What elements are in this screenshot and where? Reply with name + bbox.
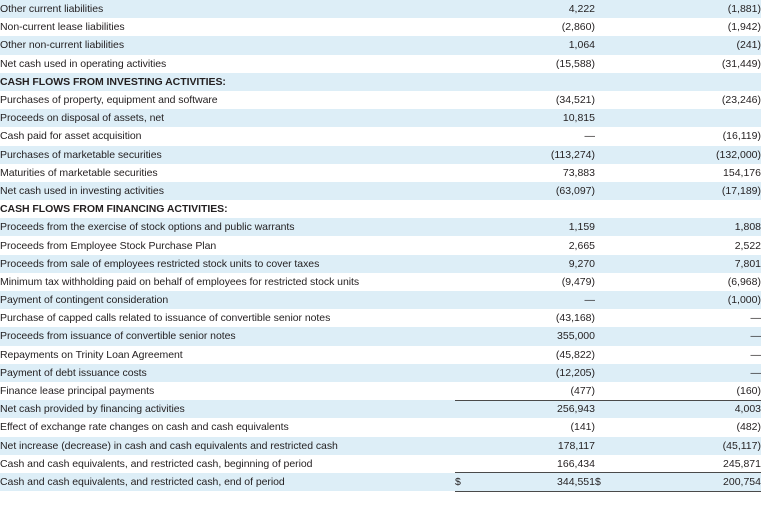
table-row xyxy=(0,455,761,473)
row-label: Purchases of marketable securities xyxy=(0,146,455,164)
row-value-col2: (1,942) xyxy=(613,18,761,36)
row-label: Purchases of property, equipment and software xyxy=(0,91,455,109)
currency-symbol-col2 xyxy=(595,109,613,127)
row-label: Finance lease principal payments xyxy=(0,382,455,400)
currency-symbol-col2 xyxy=(595,0,613,18)
row-label: Net cash used in operating activities xyxy=(0,55,455,73)
table-row xyxy=(0,200,761,218)
currency-symbol-col1 xyxy=(455,182,473,200)
currency-symbol-col2 xyxy=(595,200,613,218)
row-label: Cash and cash equivalents, and restricted cash, beginning of period xyxy=(0,455,455,473)
row-value-col2: (1,881) xyxy=(613,0,761,18)
currency-symbol-col1 xyxy=(455,127,473,145)
row-value-col2: (160) xyxy=(613,382,761,400)
currency-symbol-col1: $ xyxy=(455,473,473,491)
currency-symbol-col2 xyxy=(595,36,613,54)
row-value-col1: (477) xyxy=(473,382,595,400)
table-row xyxy=(0,418,761,436)
row-label: Cash paid for asset acquisition xyxy=(0,127,455,145)
currency-symbol-col2 xyxy=(595,18,613,36)
table-row xyxy=(0,291,761,309)
currency-symbol-col1 xyxy=(455,164,473,182)
row-value-col1: (113,274) xyxy=(473,146,595,164)
row-value-col2: 2,522 xyxy=(613,236,761,254)
row-value-col2: 200,754 xyxy=(613,473,761,491)
row-value-col1: (9,479) xyxy=(473,273,595,291)
row-value-col1: 9,270 xyxy=(473,255,595,273)
currency-symbol-col2 xyxy=(595,55,613,73)
currency-symbol-col1 xyxy=(455,400,473,418)
currency-symbol-col1 xyxy=(455,146,473,164)
row-value-col2: (6,968) xyxy=(613,273,761,291)
currency-symbol-col2 xyxy=(595,218,613,236)
row-value-col2: (132,000) xyxy=(613,146,761,164)
currency-symbol-col2 xyxy=(595,346,613,364)
table-row xyxy=(0,146,761,164)
currency-symbol-col2 xyxy=(595,291,613,309)
row-value-col2: 4,003 xyxy=(613,400,761,418)
row-value-col1: (45,822) xyxy=(473,346,595,364)
currency-symbol-col1 xyxy=(455,455,473,473)
table-row xyxy=(0,218,761,236)
table-row xyxy=(0,73,761,91)
row-value-col2: (241) xyxy=(613,36,761,54)
row-label: Proceeds from Employee Stock Purchase Plan xyxy=(0,236,455,254)
currency-symbol-col1 xyxy=(455,291,473,309)
currency-symbol-col1 xyxy=(455,218,473,236)
currency-symbol-col2 xyxy=(595,255,613,273)
row-value-col1: 355,000 xyxy=(473,327,595,345)
currency-symbol-col1 xyxy=(455,236,473,254)
row-value-col1: 344,551 xyxy=(473,473,595,491)
section-heading: CASH FLOWS FROM INVESTING ACTIVITIES: xyxy=(0,73,455,91)
row-label: Other current liabilities xyxy=(0,0,455,18)
row-label: Maturities of marketable securities xyxy=(0,164,455,182)
row-label: Proceeds from the exercise of stock options and public warrants xyxy=(0,218,455,236)
table-row xyxy=(0,236,761,254)
currency-symbol-col1 xyxy=(455,346,473,364)
row-label: Other non-current liabilities xyxy=(0,36,455,54)
table-row xyxy=(0,91,761,109)
currency-symbol-col1 xyxy=(455,55,473,73)
table-row xyxy=(0,327,761,345)
row-label: Effect of exchange rate changes on cash and cash equivalents xyxy=(0,418,455,436)
row-value-col1: — xyxy=(473,291,595,309)
table-row xyxy=(0,273,761,291)
table-row xyxy=(0,346,761,364)
currency-symbol-col2 xyxy=(595,364,613,382)
currency-symbol-col1 xyxy=(455,109,473,127)
row-value-col1: (34,521) xyxy=(473,91,595,109)
row-value-col2 xyxy=(613,200,761,218)
row-value-col1: — xyxy=(473,127,595,145)
row-value-col2: — xyxy=(613,364,761,382)
currency-symbol-col2 xyxy=(595,309,613,327)
row-value-col1: (141) xyxy=(473,418,595,436)
row-label: Payment of contingent consideration xyxy=(0,291,455,309)
currency-symbol-col1 xyxy=(455,364,473,382)
currency-symbol-col1 xyxy=(455,36,473,54)
currency-symbol-col1 xyxy=(455,418,473,436)
currency-symbol-col2 xyxy=(595,437,613,455)
section-heading: CASH FLOWS FROM FINANCING ACTIVITIES: xyxy=(0,200,455,218)
row-value-col2: (45,117) xyxy=(613,437,761,455)
table-row xyxy=(0,164,761,182)
currency-symbol-col1 xyxy=(455,200,473,218)
currency-symbol-col1 xyxy=(455,382,473,400)
row-value-col2: (23,246) xyxy=(613,91,761,109)
table-row xyxy=(0,309,761,327)
currency-symbol-col2 xyxy=(595,164,613,182)
row-value-col2: 154,176 xyxy=(613,164,761,182)
row-value-col1: 166,434 xyxy=(473,455,595,473)
table-row xyxy=(0,109,761,127)
row-value-col2: 7,801 xyxy=(613,255,761,273)
currency-symbol-col1 xyxy=(455,437,473,455)
table-row xyxy=(0,182,761,200)
row-value-col2 xyxy=(613,73,761,91)
row-value-col1: (12,205) xyxy=(473,364,595,382)
row-value-col2: (16,119) xyxy=(613,127,761,145)
currency-symbol-col2 xyxy=(595,182,613,200)
currency-symbol-col2 xyxy=(595,273,613,291)
row-label: Proceeds from issuance of convertible senior notes xyxy=(0,327,455,345)
row-label: Repayments on Trinity Loan Agreement xyxy=(0,346,455,364)
currency-symbol-col1 xyxy=(455,0,473,18)
currency-symbol-col2 xyxy=(595,146,613,164)
currency-symbol-col2 xyxy=(595,73,613,91)
row-value-col1: 1,064 xyxy=(473,36,595,54)
row-value-col1: (15,588) xyxy=(473,55,595,73)
table-row xyxy=(0,0,761,18)
row-value-col1: 10,815 xyxy=(473,109,595,127)
currency-symbol-col1 xyxy=(455,309,473,327)
currency-symbol-col2 xyxy=(595,91,613,109)
row-label: Proceeds on disposal of assets, net xyxy=(0,109,455,127)
table-row xyxy=(0,18,761,36)
row-value-col2: (31,449) xyxy=(613,55,761,73)
row-label: Net increase (decrease) in cash and cash equivalents and restricted cash xyxy=(0,437,455,455)
row-label: Purchase of capped calls related to issuance of convertible senior notes xyxy=(0,309,455,327)
currency-symbol-col2 xyxy=(595,327,613,345)
row-value-col2: 1,808 xyxy=(613,218,761,236)
table-row xyxy=(0,364,761,382)
row-value-col1: 4,222 xyxy=(473,0,595,18)
row-value-col2: (17,189) xyxy=(613,182,761,200)
table-row xyxy=(0,437,761,455)
row-value-col2: — xyxy=(613,346,761,364)
row-value-col2: (482) xyxy=(613,418,761,436)
currency-symbol-col2 xyxy=(595,236,613,254)
table-row xyxy=(0,382,761,400)
currency-symbol-col2 xyxy=(595,400,613,418)
row-label: Net cash provided by financing activities xyxy=(0,400,455,418)
row-label: Net cash used in investing activities xyxy=(0,182,455,200)
row-value-col2 xyxy=(613,109,761,127)
row-value-col2: 245,871 xyxy=(613,455,761,473)
row-value-col1: 73,883 xyxy=(473,164,595,182)
row-value-col1 xyxy=(473,73,595,91)
currency-symbol-col2: $ xyxy=(595,473,613,491)
currency-symbol-col2 xyxy=(595,127,613,145)
currency-symbol-col1 xyxy=(455,91,473,109)
table-row xyxy=(0,55,761,73)
currency-symbol-col1 xyxy=(455,73,473,91)
table-row xyxy=(0,255,761,273)
row-value-col1: (63,097) xyxy=(473,182,595,200)
table-row xyxy=(0,400,761,418)
currency-symbol-col1 xyxy=(455,18,473,36)
row-value-col1: 1,159 xyxy=(473,218,595,236)
row-label: Non-current lease liabilities xyxy=(0,18,455,36)
table-row xyxy=(0,127,761,145)
currency-symbol-col2 xyxy=(595,418,613,436)
row-value-col1: 178,117 xyxy=(473,437,595,455)
row-value-col1: (43,168) xyxy=(473,309,595,327)
table-row xyxy=(0,473,761,491)
row-label: Minimum tax withholding paid on behalf of employees for restricted stock units xyxy=(0,273,455,291)
table-row xyxy=(0,36,761,54)
row-value-col1 xyxy=(473,200,595,218)
currency-symbol-col1 xyxy=(455,255,473,273)
row-value-col1: 2,665 xyxy=(473,236,595,254)
currency-symbol-col1 xyxy=(455,327,473,345)
currency-symbol-col2 xyxy=(595,455,613,473)
row-label: Cash and cash equivalents, and restricted cash, end of period xyxy=(0,473,455,491)
row-value-col1: (2,860) xyxy=(473,18,595,36)
currency-symbol-col2 xyxy=(595,382,613,400)
row-label: Payment of debt issuance costs xyxy=(0,364,455,382)
currency-symbol-col1 xyxy=(455,273,473,291)
row-value-col1: 256,943 xyxy=(473,400,595,418)
row-label: Proceeds from sale of employees restricted stock units to cover taxes xyxy=(0,255,455,273)
row-value-col2: — xyxy=(613,309,761,327)
row-value-col2: — xyxy=(613,327,761,345)
row-value-col2: (1,000) xyxy=(613,291,761,309)
